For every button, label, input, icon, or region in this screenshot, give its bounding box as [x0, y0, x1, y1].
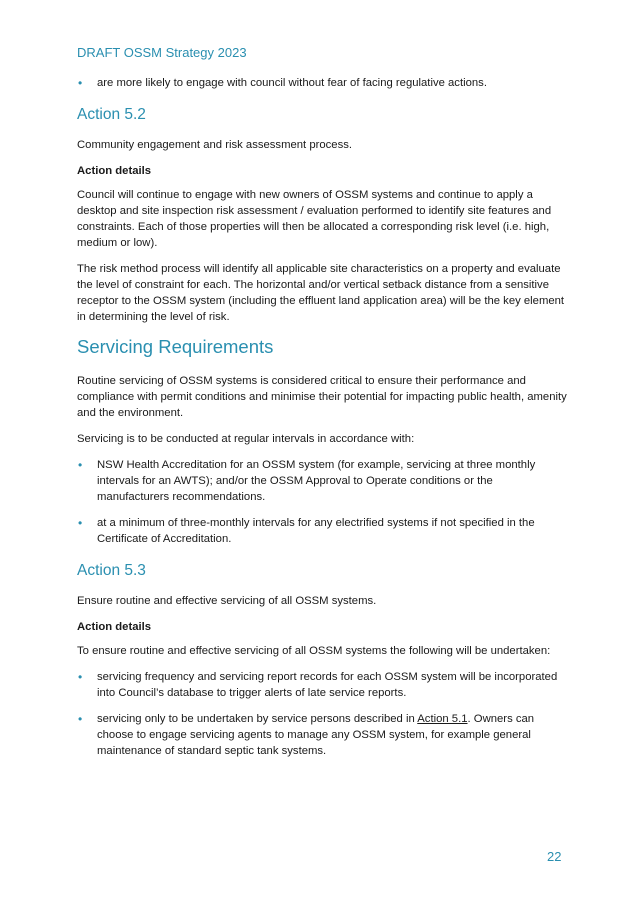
list-item-text-after-link: . Owners can choose to engage servicing agents to manage any OSSM system, for example general maintenance of standard septic tank systems.	[97, 713, 535, 757]
page-number: 22	[547, 849, 562, 864]
section-heading-servicing-requirements: Servicing Requirements	[77, 336, 274, 357]
paragraph: Council will continue to engage with new owners of OSSM systems and continue to apply a desktop and site inspection risk assessment / evaluation performed to identify site features and constraints. Each of those properties will then be allocated a corresponding risk level (i.e. high, medium or low).	[77, 189, 552, 249]
list-item	[77, 75, 567, 91]
list-item	[77, 457, 567, 505]
servicing-bullet-list	[77, 457, 567, 547]
list-item	[77, 669, 567, 701]
action-details-heading: Action details	[77, 165, 152, 177]
running-header: DRAFT OSSM Strategy 2023	[77, 45, 247, 60]
action-5-1-link[interactable]: Action 5.1	[417, 713, 468, 725]
intro-bullet-list	[77, 75, 567, 91]
list-item	[77, 711, 567, 759]
paragraph: Servicing is to be conducted at regular intervals in accordance with:	[77, 433, 415, 445]
list-item-text: NSW Health Accreditation for an OSSM system (for example, servicing at three monthly intervals for an AWTS); and/or the OSSM Approval to Operate conditions or the manufacturers recommendations.	[97, 459, 536, 503]
page-content	[77, 75, 567, 769]
action-details-heading: Action details	[77, 621, 152, 633]
section-heading-action-5-2: Action 5.2	[77, 106, 146, 123]
action-summary: Ensure routine and effective servicing of all OSSM systems.	[77, 595, 377, 607]
paragraph: The risk method process will identify all applicable site characteristics on a property and evaluate the level of constraint for each. The horizontal and/or vertical setback distance from a sensitive receptor to the OSSM system (including the effluent land application area) will be the key element in determining the level of risk.	[77, 263, 565, 323]
action-summary: Community engagement and risk assessment process.	[77, 139, 353, 151]
action-5-3-bullet-list	[77, 669, 567, 759]
list-item-text-before-link: servicing only to be undertaken by service persons described in	[97, 713, 418, 725]
list-item-text: are more likely to engage with council without fear of facing regulative actions.	[97, 77, 487, 89]
paragraph: To ensure routine and effective servicing of all OSSM systems the following will be undertaken:	[77, 645, 551, 657]
section-heading-action-5-3: Action 5.3	[77, 562, 146, 579]
bullet-icon: •	[78, 712, 83, 726]
bullet-icon: •	[78, 670, 83, 684]
paragraph: Routine servicing of OSSM systems is considered critical to ensure their performance and compliance with permit conditions and minimise their potential for impacting public health, amenity and the environment.	[77, 375, 567, 419]
list-item-text: at a minimum of three-monthly intervals for any electrified systems if not specified in the Certificate of Accreditation.	[97, 517, 535, 545]
bullet-icon: •	[78, 76, 83, 90]
bullet-icon: •	[78, 516, 83, 530]
list-item-text: servicing frequency and servicing report records for each OSSM system will be incorporated into Council’s database to trigger alerts of late service reports.	[97, 671, 558, 699]
bullet-icon: •	[78, 458, 83, 472]
list-item	[77, 515, 567, 547]
